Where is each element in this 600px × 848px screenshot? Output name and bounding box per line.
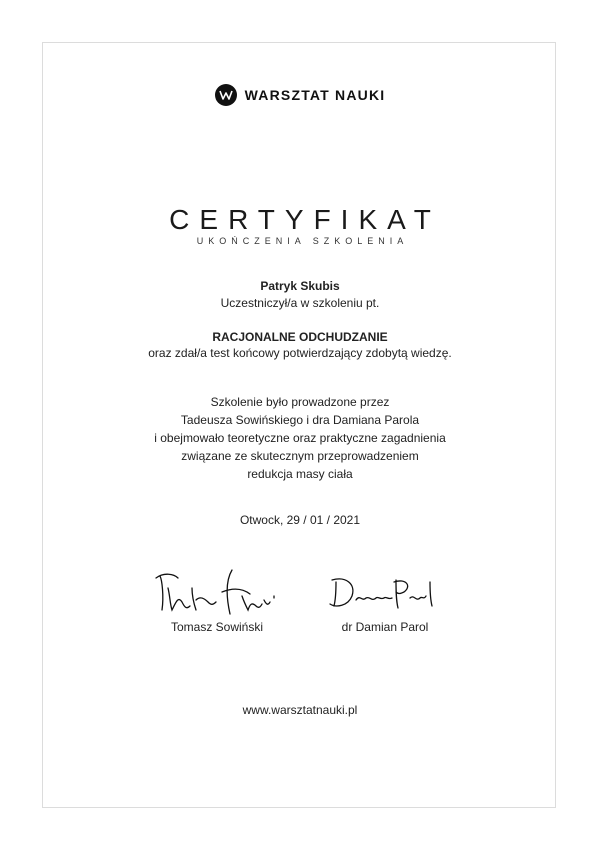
brand-header <box>0 84 600 106</box>
description-line: Tadeusza Sowińskiego i dra Damiana Parola <box>180 413 420 427</box>
description-line: Szkolenie było prowadzone przez <box>210 395 390 409</box>
description-line: redukcja masy ciała <box>247 467 353 481</box>
course-name: RACJONALNE ODCHUDZANIE <box>212 330 388 344</box>
participant-name: Patryk Skubis <box>260 279 340 293</box>
brand-logo-icon <box>215 84 237 106</box>
description-line: związane ze skutecznym przeprowadzeniem <box>181 449 419 463</box>
signature-damian-parol <box>326 574 438 614</box>
signature-name-right: dr Damian Parol <box>341 620 429 634</box>
certificate-subtitle: UKOŃCZENIA SZKOLENIA <box>196 236 409 246</box>
brand-name: WARSZTAT NAUKI <box>244 87 386 103</box>
signature-name-left: Tomasz Sowiński <box>170 620 264 634</box>
signature-tomasz-sowinski <box>152 566 282 618</box>
description-line: i obejmowało teoretyczne oraz praktyczne zagadnienia <box>154 431 446 445</box>
certificate-title: CERTYFIKAT <box>169 204 441 235</box>
test-line: oraz zdał/a test końcowy potwierdzający zdobytą wiedzę. <box>148 346 452 360</box>
participant-line: Uczestniczył/a w szkoleniu pt. <box>220 296 380 310</box>
website-link[interactable]: www.warsztatnauki.pl <box>242 703 358 717</box>
place-date: Otwock, 29 / 01 / 2021 <box>239 513 361 527</box>
